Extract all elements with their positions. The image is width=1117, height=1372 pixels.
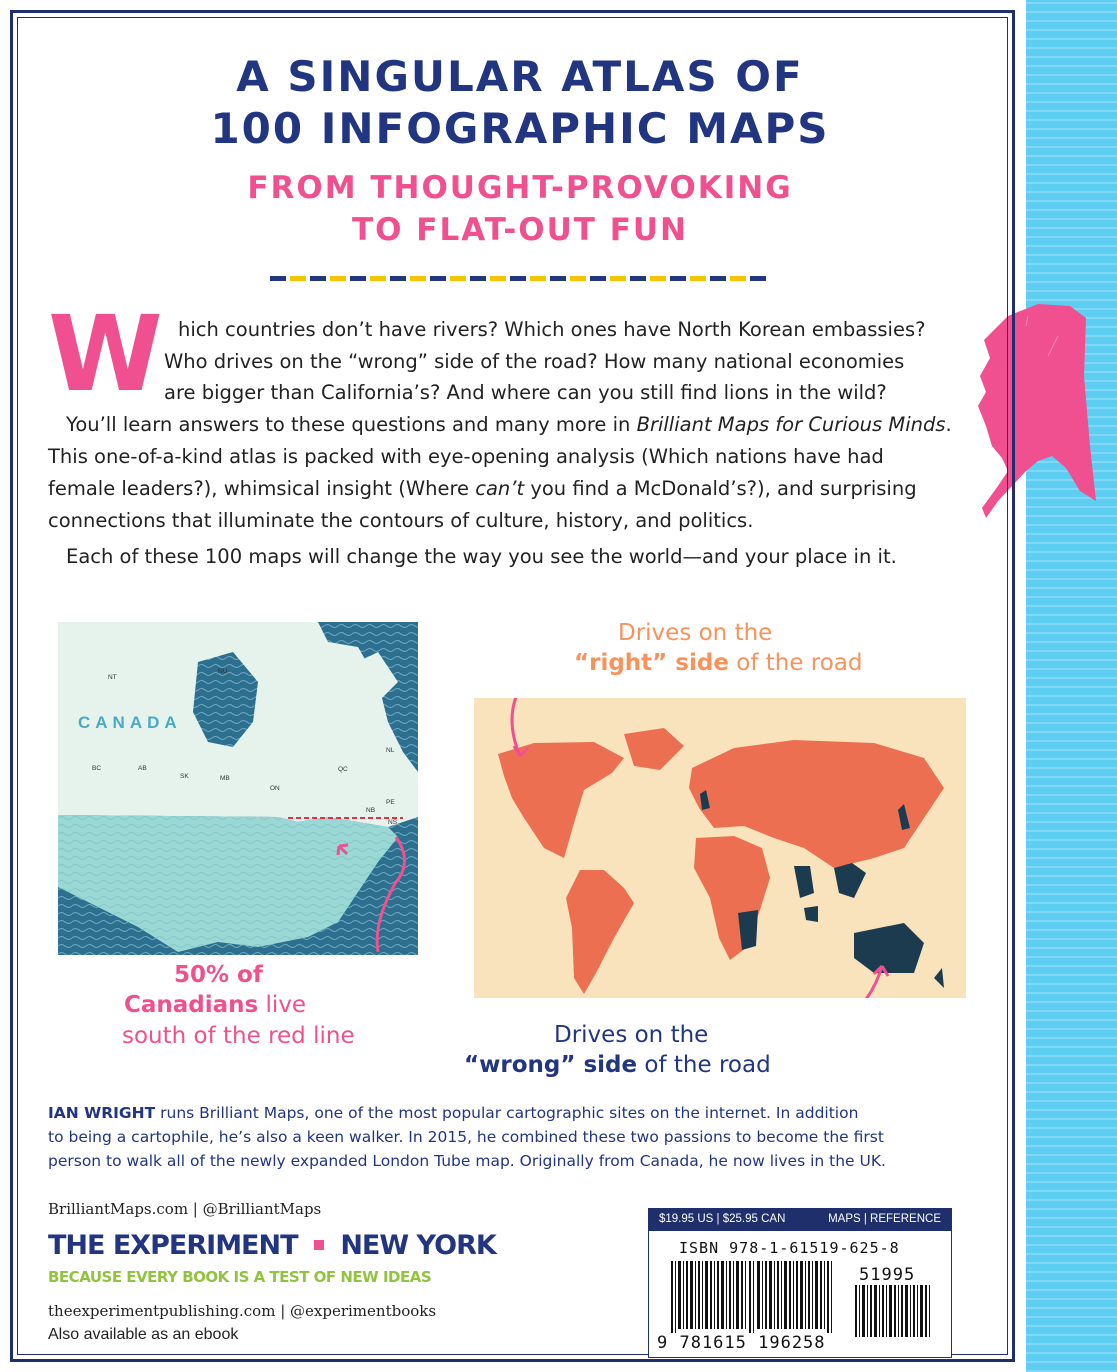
intro-line5: This one-of-a-kind atlas is packed with eye-opening analysis (Which nations have had (48, 445, 884, 468)
intro-line4 (66, 413, 952, 436)
intro-line1: hich countries don’t have rivers? Which ones have North Korean embassies? (178, 318, 926, 341)
province-sk: SK (180, 773, 189, 780)
province-nl: NL (386, 747, 395, 754)
canada-map (58, 622, 418, 955)
right-side-rest: of the road (728, 650, 863, 676)
price: $19.95 US | $25.95 CAN (659, 1213, 786, 1225)
author-bio-line2: to being a cartophile, he’s also a keen walker. In 2015, he combined these two passions to become the first (48, 1128, 884, 1146)
publisher-square-icon (314, 1240, 324, 1250)
intro-line7: connections that illuminate the contours of culture, history, and politics. (48, 509, 754, 532)
subheadline-line1: FROM THOUGHT-PROVOKING (247, 170, 793, 206)
publisher-b: NEW YORK (340, 1230, 496, 1261)
wrong-side-rest: of the road (637, 1052, 771, 1078)
intro-line4-text: You’ll learn answers to these questions and many more in (66, 413, 637, 436)
province-bc: BC (92, 765, 102, 772)
ean-digits: 9 781615 196258 (657, 1333, 826, 1353)
barcode-box (648, 1208, 952, 1358)
canada-label: CANADA (78, 713, 182, 732)
publisher-website: theexperimentpublishing.com | @experimentbooks (48, 1302, 437, 1320)
province-mb: MB (220, 775, 230, 782)
author-name: IAN WRIGHT (48, 1104, 156, 1122)
price-bar (649, 1209, 951, 1231)
subheadline-line2: TO FLAT-OUT FUN (351, 212, 689, 248)
ebook-note: Also available as an ebook (48, 1326, 239, 1343)
side-wave-strip (1026, 0, 1117, 1372)
world-driving-map (474, 698, 966, 998)
wrong-side-label-line2 (464, 1052, 771, 1078)
province-nt: NT (108, 674, 117, 681)
category: MAPS | REFERENCE (828, 1213, 941, 1225)
canada-caption-line2 (124, 992, 306, 1018)
author-bio-rest: runs Brilliant Maps, one of the most popular cartographic sites on the internet. In addition (155, 1104, 859, 1122)
province-ns: NS (388, 819, 398, 826)
website-handle: BrilliantMaps.com | @BrilliantMaps (48, 1200, 322, 1218)
publisher-tagline: BECAUSE EVERY BOOK IS A TEST OF NEW IDEAS (48, 1268, 432, 1286)
right-side-strong: “right” side (574, 650, 729, 676)
intro-line4-end: . (945, 413, 952, 436)
canada-caption-line1: 50% of (174, 962, 263, 988)
headline-line1: A SINGULAR ATLAS OF (236, 52, 804, 101)
author-bio-line1 (48, 1104, 978, 1122)
wrong-side-strong: “wrong” side (464, 1052, 638, 1078)
isbn-text: ISBN 978-1-61519-625-8 (679, 1239, 900, 1257)
province-ab: AB (138, 765, 147, 772)
price-code: 51995 (859, 1265, 916, 1285)
right-side-label-line1: Drives on the (618, 620, 773, 646)
province-on: ON (270, 785, 280, 792)
intro-line6-em: can’t (475, 477, 525, 500)
province-pe: PE (386, 799, 395, 806)
right-side-label-line2 (574, 650, 863, 676)
dashed-divider (270, 276, 768, 281)
publisher-name (48, 1230, 496, 1261)
wrong-side-label-line1: Drives on the (554, 1022, 709, 1048)
isbn-barcode (671, 1261, 851, 1333)
intro-line6-end: you find a McDonald’s?), and surprising (524, 477, 917, 500)
headline-line2: 100 INFOGRAPHIC MAPS (210, 104, 830, 153)
intro-line2: Who drives on the “wrong” side of the road? How many national economies (164, 350, 905, 373)
province-nu: NU (218, 668, 228, 675)
province-qc: QC (338, 766, 348, 773)
intro-line6 (48, 477, 917, 500)
canada-caption-rest: live (258, 992, 307, 1018)
intro-line3: are bigger than California’s? And where can you still find lions in the wild? (164, 381, 887, 404)
province-nb: NB (366, 807, 376, 814)
price-barcode (855, 1285, 935, 1337)
intro-line6-start: female leaders?), whimsical insight (Where (48, 477, 476, 500)
intro-line8: Each of these 100 maps will change the way you see the world—and your place in it. (66, 545, 897, 568)
canada-caption-line3: south of the red line (122, 1023, 355, 1049)
author-bio-line3: person to walk all of the newly expanded London Tube map. Originally from Canada, he now lives in the UK. (48, 1152, 886, 1170)
publisher-a: THE EXPERIMENT (48, 1230, 298, 1261)
book-title: Brilliant Maps for Curious Minds (636, 413, 946, 436)
drop-cap: W (48, 293, 163, 415)
canada-caption-strong: Canadians (124, 992, 259, 1018)
